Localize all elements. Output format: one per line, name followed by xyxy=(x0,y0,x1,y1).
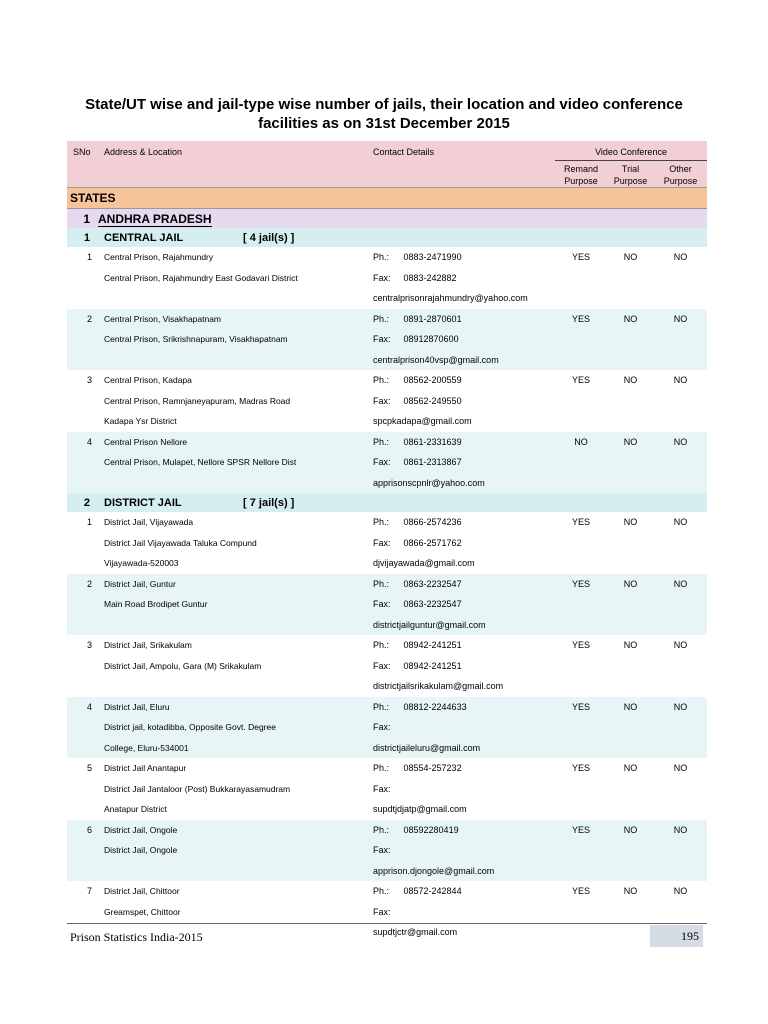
central-no: 1 xyxy=(67,228,98,247)
trial-cell: NO xyxy=(607,432,654,494)
address-line: District Jail, Ampolu, Gara (M) Srikakulam xyxy=(104,660,262,671)
address-line: Vijayawada-520003 xyxy=(104,558,179,568)
page-title: State/UT wise and jail-type wise number of jails, their location and video conference facilities as on 31st December 2015 xyxy=(85,96,683,132)
district-no: 2 xyxy=(67,493,98,512)
remand-cell: YES xyxy=(571,252,590,262)
address-cell xyxy=(98,309,369,371)
email: supdtjdjatp@gmail.com xyxy=(373,804,467,814)
table-row xyxy=(67,432,707,494)
address-line: District Jail, Eluru xyxy=(104,701,170,712)
phone: 08572-242844 xyxy=(403,886,462,896)
trial-cell: NO xyxy=(607,697,654,759)
vc-header xyxy=(555,141,707,161)
contact-cell: Ph.: 08942-241251 Fax: 08942-241251 districtjailsrikakulam@gmail.com xyxy=(373,640,504,691)
email: supdtjctr@gmail.com xyxy=(373,927,458,937)
footer-rule xyxy=(67,923,707,924)
other-cell: NO xyxy=(654,697,707,759)
address-line: Kadapa Ysr District xyxy=(104,416,177,426)
serial-no: 2 xyxy=(67,574,98,636)
contact-cell: Ph.: 08554-257232 Fax: supdtjdjatp@gmail.com xyxy=(373,763,467,814)
address-line: Central Prison, Visakhapatnam xyxy=(104,313,222,324)
address-line xyxy=(104,350,369,371)
address-line xyxy=(104,473,369,494)
central-jail-row xyxy=(67,228,707,247)
phone: 08812-2244633 xyxy=(403,701,467,712)
other-cell: NO xyxy=(673,375,688,385)
address-line: Greamspet, Chittoor xyxy=(104,906,181,917)
address-cell xyxy=(98,512,369,574)
fax: 08942-241251 xyxy=(403,660,462,671)
other-cell: NO xyxy=(654,432,707,494)
remand-header: Remand Purpose xyxy=(563,164,599,186)
contact-cell: Ph.: 0866-2574236 Fax: 0866-2571762 djvijayawada@gmail.com xyxy=(373,517,475,568)
phone: 0863-2232547 xyxy=(403,578,462,589)
other-header: Other Purpose xyxy=(663,164,698,186)
address-line: District jail, kotadibba, Opposite Govt. Degree xyxy=(104,722,276,732)
jails-table xyxy=(67,141,707,943)
remand-cell: YES xyxy=(571,517,590,527)
other-cell: NO xyxy=(673,252,688,262)
other-cell: NO xyxy=(673,640,688,650)
table-row xyxy=(67,247,707,309)
trial-header: Trial Purpose xyxy=(613,164,648,186)
phone: 0866-2574236 xyxy=(403,517,462,527)
remand-cell: YES xyxy=(555,574,607,636)
page-number: 195 xyxy=(650,925,703,947)
phone: 08554-257232 xyxy=(403,763,462,773)
contact-header: Contact Details xyxy=(373,147,435,157)
fax: 0866-2571762 xyxy=(403,537,462,548)
trial-cell: NO xyxy=(623,375,638,385)
phone: 0861-2331639 xyxy=(403,436,462,447)
contact-cell: Ph.: 08812-2244633 Fax: districtjaileluru@gmail.com xyxy=(369,697,555,759)
other-cell: NO xyxy=(654,820,707,882)
email: apprisonscpnlr@yahoo.com xyxy=(373,477,485,488)
address-line: Central Prison, Kadapa xyxy=(104,375,192,385)
address-line: District Jail, Ongole xyxy=(104,824,178,835)
state-row xyxy=(67,209,707,229)
trial-cell: NO xyxy=(623,252,638,262)
address-header: Address & Location xyxy=(104,147,183,157)
fax: 0863-2232547 xyxy=(403,599,462,609)
contact-cell: Ph.: 08572-242844 Fax: supdtjctr@gmail.com xyxy=(373,886,462,937)
address-line: District Jail, Guntur xyxy=(104,578,176,589)
address-line: Central Prison, Srikrishnapuram, Visakhapatnam xyxy=(104,334,288,344)
address-cell xyxy=(98,697,369,759)
table-row xyxy=(67,820,707,882)
other-cell: NO xyxy=(673,763,688,773)
email: djvijayawada@gmail.com xyxy=(373,558,475,568)
address-line: District Jail Anantapur xyxy=(104,763,187,773)
trial-cell: NO xyxy=(607,309,654,371)
phone: 0883-2471990 xyxy=(403,252,462,262)
email: centralprisonrajahmundry@yahoo.com xyxy=(373,293,528,303)
fax: 0861-2313867 xyxy=(403,457,462,467)
contact-cell: Ph.: 0883-2471990 Fax: 0883-242882 centralprisonrajahmundry@yahoo.com xyxy=(373,252,528,303)
address-line xyxy=(104,676,369,697)
table-row xyxy=(67,309,707,371)
table-row xyxy=(67,512,707,574)
email: districtjailguntur@gmail.com xyxy=(373,619,486,630)
email: districtjaileluru@gmail.com xyxy=(373,742,481,753)
email: spcpkadapa@gmail.com xyxy=(373,416,472,426)
address-line: Central Prison, Rajahmundry East Godavari District xyxy=(104,272,298,283)
serial-no: 2 xyxy=(67,309,98,371)
table-header-row xyxy=(67,141,707,161)
serial-no: 3 xyxy=(86,375,92,385)
table-row xyxy=(67,758,707,820)
contact-cell: Ph.: 0861-2331639 Fax: 0861-2313867 apprisonscpnlr@yahoo.com xyxy=(369,432,555,494)
remand-cell: YES xyxy=(571,886,590,896)
phone: 0891-2870601 xyxy=(403,313,462,324)
contact-cell: Ph.: 0863-2232547 Fax: 0863-2232547 districtjailguntur@gmail.com xyxy=(369,574,555,636)
states-row xyxy=(67,188,707,209)
remand-cell: YES xyxy=(571,640,590,650)
address-cell xyxy=(98,574,369,636)
phone: 08942-241251 xyxy=(403,640,462,650)
address-line: District Jail, Ongole xyxy=(104,845,178,855)
serial-no: 7 xyxy=(86,886,92,896)
fax: 08912870600 xyxy=(403,334,459,344)
remand-cell: YES xyxy=(571,763,590,773)
serial-no: 4 xyxy=(67,697,98,759)
serial-no: 6 xyxy=(67,820,98,882)
email: apprison.djongole@gmail.com xyxy=(373,865,495,876)
address-line: Central Prison, Rajahmundry xyxy=(104,252,214,262)
trial-cell: NO xyxy=(623,517,638,527)
phone: 08562-200559 xyxy=(403,375,462,385)
remand-cell: NO xyxy=(555,432,607,494)
address-line: District Jail, Vijayawada xyxy=(104,517,194,527)
address-line: Anatapur District xyxy=(104,804,167,814)
remand-cell: YES xyxy=(555,309,607,371)
remand-cell: YES xyxy=(555,697,607,759)
address-line: District Jail Jantaloor (Post) Bukkarayasamudram xyxy=(104,783,291,794)
address-line: College, Eluru-534001 xyxy=(104,742,189,753)
address-line: District Jail Vijayawada Taluka Compund xyxy=(104,537,257,548)
central-type: CENTRAL JAIL [ 4 jail(s) ] xyxy=(98,228,707,247)
address-cell xyxy=(98,370,369,432)
contact-cell: Ph.: 0891-2870601 Fax: 08912870600 centralprison40vsp@gmail.com xyxy=(369,309,555,371)
other-cell: NO xyxy=(654,309,707,371)
trial-cell: NO xyxy=(623,640,638,650)
table-row xyxy=(67,635,707,697)
address-cell xyxy=(98,758,369,820)
serial-no: 1 xyxy=(86,517,92,527)
address-cell xyxy=(98,432,369,494)
address-line xyxy=(104,288,369,309)
address-line: Central Prison Nellore xyxy=(104,436,188,447)
other-cell: NO xyxy=(673,886,688,896)
serial-no: 3 xyxy=(86,640,92,650)
trial-cell: NO xyxy=(623,763,638,773)
email: centralprison40vsp@gmail.com xyxy=(373,354,499,365)
address-cell xyxy=(98,635,369,697)
sno-header: SNo xyxy=(73,147,91,157)
serial-no: 1 xyxy=(86,252,92,262)
trial-cell: NO xyxy=(607,820,654,882)
address-line: District Jail, Srikakulam xyxy=(104,640,192,650)
address-cell xyxy=(98,247,369,309)
trial-cell: NO xyxy=(607,574,654,636)
contact-cell: Ph.: 08592280419 Fax: apprison.djongole@gmail.com xyxy=(369,820,555,882)
other-cell: NO xyxy=(654,574,707,636)
address-cell xyxy=(98,820,369,882)
remand-cell: YES xyxy=(555,820,607,882)
district-jail-row xyxy=(67,493,707,512)
remand-cell: YES xyxy=(571,375,590,385)
email: districtjailsrikakulam@gmail.com xyxy=(373,681,504,691)
state-name: ANDHRA PRADESH xyxy=(98,209,707,229)
table-row xyxy=(67,370,707,432)
trial-cell: NO xyxy=(623,886,638,896)
video-conference-header: Video Conference xyxy=(555,147,707,161)
phone: 08592280419 xyxy=(403,824,459,835)
fax: 0883-242882 xyxy=(403,272,457,283)
state-no: 1 xyxy=(67,209,98,229)
contact-cell: Ph.: 08562-200559 Fax: 08562-249550 spcpkadapa@gmail.com xyxy=(373,375,472,426)
address-line: Central Prison, Ramnjaneyapuram, Madras Road xyxy=(104,395,291,406)
address-line: Main Road Brodipet Guntur xyxy=(104,599,208,609)
table-subheader-row xyxy=(67,161,707,188)
serial-no: 4 xyxy=(67,432,98,494)
address-line xyxy=(104,615,369,636)
table-row xyxy=(67,697,707,759)
address-line xyxy=(104,861,369,882)
district-type: DISTRICT JAIL [ 7 jail(s) ] xyxy=(98,493,707,512)
serial-no: 5 xyxy=(86,763,92,773)
states-label: STATES xyxy=(67,188,707,209)
address-line: Central Prison, Mulapet, Nellore SPSR Nellore Dist xyxy=(104,457,297,467)
table-row xyxy=(67,574,707,636)
other-cell: NO xyxy=(673,517,688,527)
footer-title: Prison Statistics India-2015 xyxy=(70,930,203,944)
address-line: District Jail, Chittoor xyxy=(104,886,180,896)
fax: 08562-249550 xyxy=(403,395,462,406)
